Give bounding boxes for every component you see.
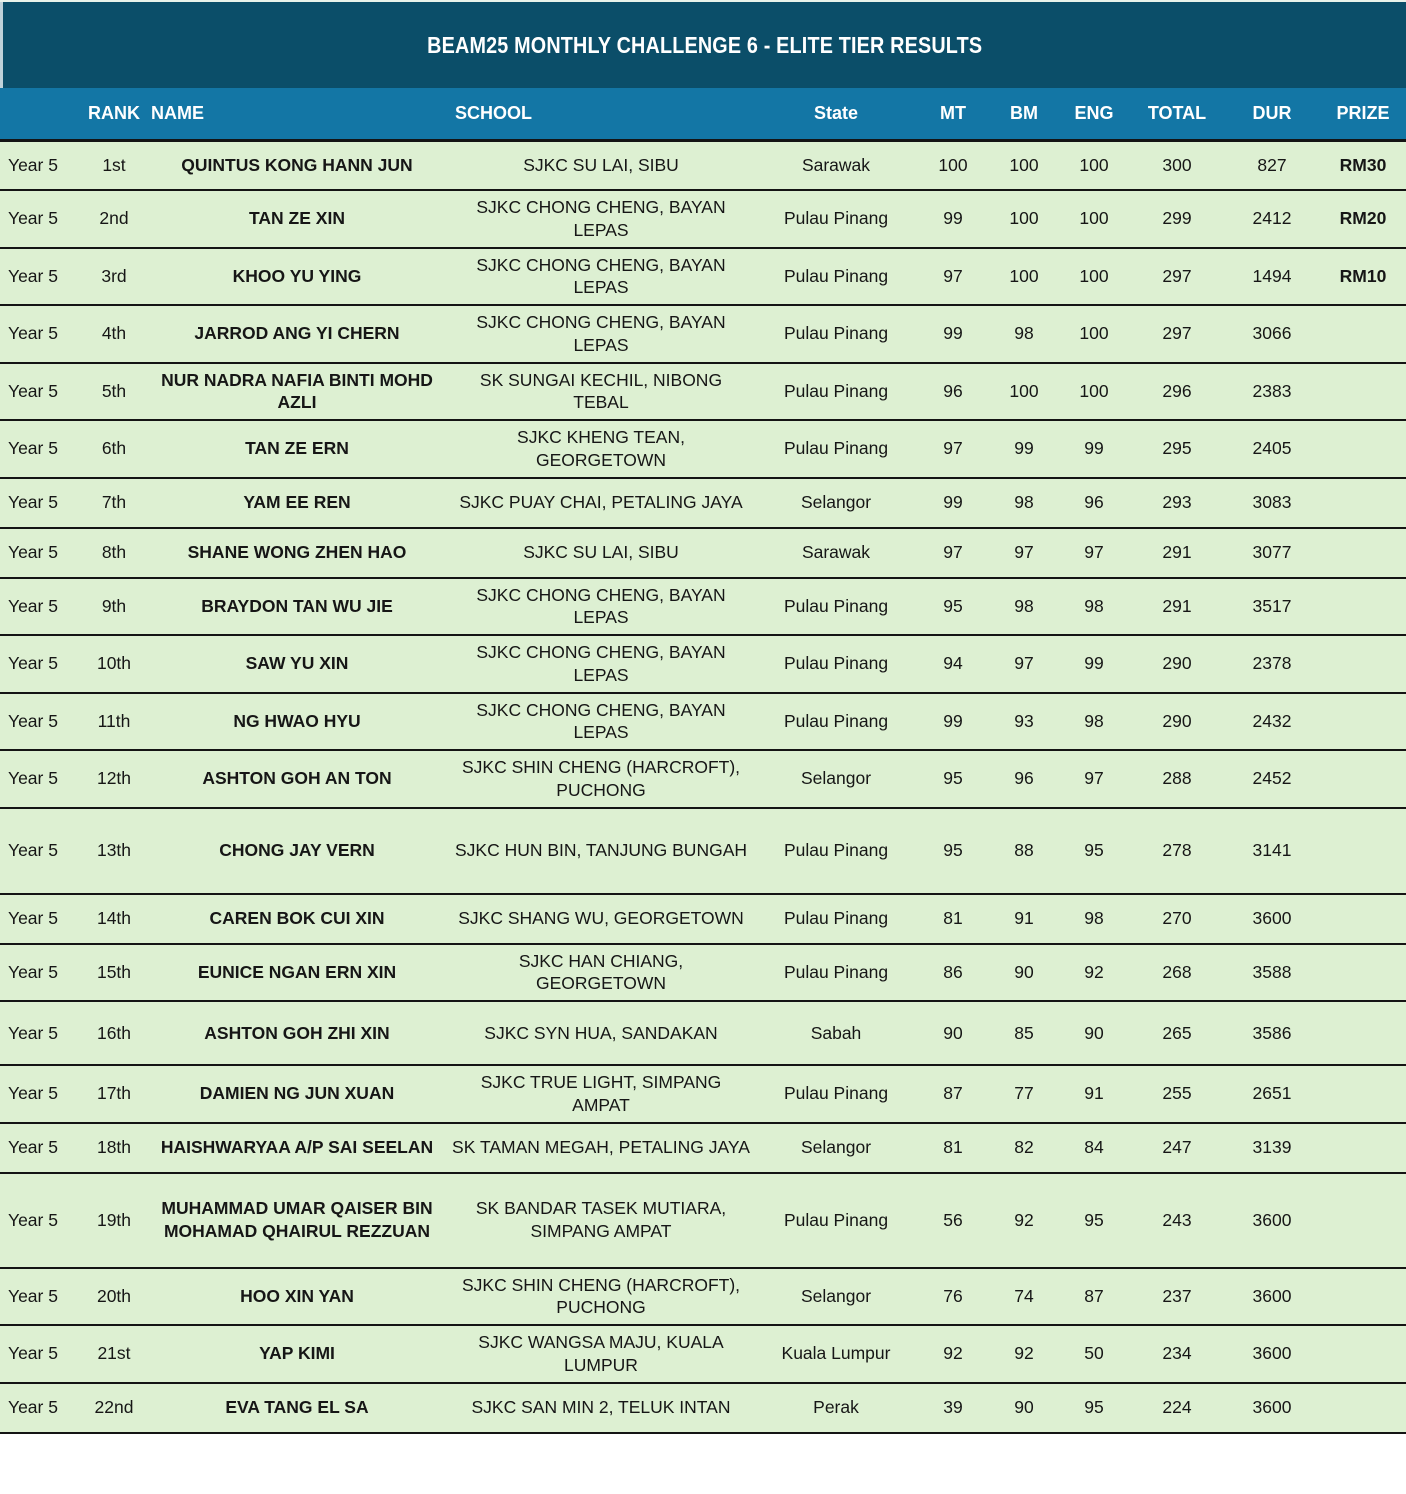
cell-prize: [1320, 944, 1406, 1002]
cell-total-score: 300: [1130, 140, 1224, 190]
cell-mt-score: 99: [916, 478, 990, 528]
cell-school: SJKC SHIN CHENG (HARCROFT), PUCHONG: [446, 750, 756, 808]
cell-year-group: Year 5: [0, 1268, 80, 1326]
table-row: [0, 750, 1406, 808]
cell-state: Pulau Pinang: [756, 248, 916, 306]
header-year: [0, 88, 80, 140]
cell-eng-score: 100: [1058, 140, 1130, 190]
table-row: [0, 808, 1406, 894]
cell-name: CHONG JAY VERN: [148, 808, 446, 894]
header-rank: RANK: [80, 88, 148, 140]
cell-state: Sabah: [756, 1001, 916, 1065]
header-row: [0, 88, 1406, 140]
cell-prize: [1320, 1325, 1406, 1383]
cell-state: Pulau Pinang: [756, 578, 916, 636]
cell-eng-score: 100: [1058, 363, 1130, 421]
cell-year-group: Year 5: [0, 1173, 80, 1268]
cell-name: EVA TANG EL SA: [148, 1383, 446, 1433]
header-name: NAME: [148, 88, 446, 140]
cell-year-group: Year 5: [0, 944, 80, 1002]
cell-bm-score: 97: [990, 528, 1058, 578]
cell-total-score: 297: [1130, 248, 1224, 306]
results-body: [0, 140, 1406, 1433]
cell-total-score: 255: [1130, 1065, 1224, 1123]
table-row: [0, 944, 1406, 1002]
cell-state: Pulau Pinang: [756, 635, 916, 693]
cell-rank: 16th: [80, 1001, 148, 1065]
cell-school: SJKC CHONG CHENG, BAYAN LEPAS: [446, 693, 756, 751]
cell-mt-score: 97: [916, 420, 990, 478]
cell-name: ASHTON GOH ZHI XIN: [148, 1001, 446, 1065]
cell-name: TAN ZE XIN: [148, 190, 446, 248]
cell-year-group: Year 5: [0, 528, 80, 578]
table-row: [0, 363, 1406, 421]
table-row: [0, 1123, 1406, 1173]
cell-prize: RM30: [1320, 140, 1406, 190]
cell-school: SJKC SU LAI, SIBU: [446, 528, 756, 578]
cell-rank: 19th: [80, 1173, 148, 1268]
cell-mt-score: 94: [916, 635, 990, 693]
cell-eng-score: 50: [1058, 1325, 1130, 1383]
cell-name: HAISHWARYAA A/P SAI SEELAN: [148, 1123, 446, 1173]
cell-duration: 2383: [1224, 363, 1320, 421]
cell-prize: [1320, 1268, 1406, 1326]
cell-year-group: Year 5: [0, 1325, 80, 1383]
cell-bm-score: 100: [990, 248, 1058, 306]
cell-school: SJKC SAN MIN 2, TELUK INTAN: [446, 1383, 756, 1433]
cell-mt-score: 99: [916, 305, 990, 363]
cell-duration: 3600: [1224, 1325, 1320, 1383]
cell-school: SJKC SU LAI, SIBU: [446, 140, 756, 190]
cell-eng-score: 95: [1058, 808, 1130, 894]
cell-year-group: Year 5: [0, 1001, 80, 1065]
cell-bm-score: 96: [990, 750, 1058, 808]
cell-state: Pulau Pinang: [756, 190, 916, 248]
cell-total-score: 270: [1130, 894, 1224, 944]
cell-bm-score: 98: [990, 305, 1058, 363]
table-row: [0, 528, 1406, 578]
cell-rank: 22nd: [80, 1383, 148, 1433]
cell-duration: 3586: [1224, 1001, 1320, 1065]
cell-prize: [1320, 808, 1406, 894]
cell-bm-score: 77: [990, 1065, 1058, 1123]
cell-eng-score: 95: [1058, 1383, 1130, 1433]
cell-year-group: Year 5: [0, 1065, 80, 1123]
cell-total-score: 247: [1130, 1123, 1224, 1173]
cell-bm-score: 92: [990, 1173, 1058, 1268]
cell-rank: 1st: [80, 140, 148, 190]
cell-bm-score: 99: [990, 420, 1058, 478]
cell-mt-score: 95: [916, 808, 990, 894]
cell-rank: 14th: [80, 894, 148, 944]
cell-state: Selangor: [756, 1268, 916, 1326]
table-row: [0, 305, 1406, 363]
cell-school: SJKC CHONG CHENG, BAYAN LEPAS: [446, 635, 756, 693]
cell-bm-score: 98: [990, 478, 1058, 528]
cell-mt-score: 56: [916, 1173, 990, 1268]
cell-total-score: 288: [1130, 750, 1224, 808]
cell-rank: 10th: [80, 635, 148, 693]
cell-duration: 3600: [1224, 1173, 1320, 1268]
table-row: [0, 578, 1406, 636]
cell-total-score: 224: [1130, 1383, 1224, 1433]
cell-school: SJKC SHIN CHENG (HARCROFT), PUCHONG: [446, 1268, 756, 1326]
cell-mt-score: 76: [916, 1268, 990, 1326]
cell-rank: 21st: [80, 1325, 148, 1383]
title-band: [0, 2, 1406, 88]
cell-duration: 3066: [1224, 305, 1320, 363]
cell-state: Kuala Lumpur: [756, 1325, 916, 1383]
cell-state: Pulau Pinang: [756, 1173, 916, 1268]
header-bm: BM: [990, 88, 1058, 140]
cell-mt-score: 99: [916, 190, 990, 248]
cell-bm-score: 100: [990, 363, 1058, 421]
cell-mt-score: 96: [916, 363, 990, 421]
cell-duration: 3600: [1224, 1383, 1320, 1433]
cell-duration: 3077: [1224, 528, 1320, 578]
cell-bm-score: 97: [990, 635, 1058, 693]
cell-rank: 12th: [80, 750, 148, 808]
cell-mt-score: 95: [916, 578, 990, 636]
cell-school: SJKC CHONG CHENG, BAYAN LEPAS: [446, 248, 756, 306]
cell-prize: [1320, 578, 1406, 636]
cell-total-score: 295: [1130, 420, 1224, 478]
cell-prize: [1320, 894, 1406, 944]
cell-eng-score: 99: [1058, 420, 1130, 478]
cell-prize: [1320, 528, 1406, 578]
cell-prize: [1320, 363, 1406, 421]
cell-name: KHOO YU YING: [148, 248, 446, 306]
cell-total-score: 293: [1130, 478, 1224, 528]
cell-duration: 2378: [1224, 635, 1320, 693]
cell-state: Pulau Pinang: [756, 420, 916, 478]
table-row: [0, 248, 1406, 306]
cell-rank: 18th: [80, 1123, 148, 1173]
cell-year-group: Year 5: [0, 190, 80, 248]
cell-duration: 2432: [1224, 693, 1320, 751]
cell-mt-score: 81: [916, 894, 990, 944]
cell-duration: 3139: [1224, 1123, 1320, 1173]
cell-name: YAP KIMI: [148, 1325, 446, 1383]
cell-state: Pulau Pinang: [756, 305, 916, 363]
cell-bm-score: 90: [990, 1383, 1058, 1433]
cell-year-group: Year 5: [0, 420, 80, 478]
cell-prize: RM20: [1320, 190, 1406, 248]
cell-prize: [1320, 305, 1406, 363]
results-table: [0, 88, 1406, 1434]
cell-rank: 5th: [80, 363, 148, 421]
cell-mt-score: 92: [916, 1325, 990, 1383]
table-row: [0, 1383, 1406, 1433]
page-title: BEAM25 MONTHLY CHALLENGE 6 - ELITE TIER RESULTS: [426, 31, 983, 58]
cell-prize: [1320, 693, 1406, 751]
header-state: State: [756, 88, 916, 140]
cell-total-score: 243: [1130, 1173, 1224, 1268]
cell-duration: 2452: [1224, 750, 1320, 808]
cell-state: Pulau Pinang: [756, 693, 916, 751]
cell-rank: 4th: [80, 305, 148, 363]
header-mt: MT: [916, 88, 990, 140]
cell-duration: 2405: [1224, 420, 1320, 478]
cell-year-group: Year 5: [0, 894, 80, 944]
cell-prize: [1320, 420, 1406, 478]
cell-bm-score: 88: [990, 808, 1058, 894]
cell-prize: [1320, 1001, 1406, 1065]
cell-school: SJKC CHONG CHENG, BAYAN LEPAS: [446, 578, 756, 636]
cell-eng-score: 100: [1058, 305, 1130, 363]
cell-eng-score: 90: [1058, 1001, 1130, 1065]
cell-total-score: 297: [1130, 305, 1224, 363]
table-row: [0, 1001, 1406, 1065]
cell-school: SJKC WANGSA MAJU, KUALA LUMPUR: [446, 1325, 756, 1383]
cell-bm-score: 93: [990, 693, 1058, 751]
cell-state: Pulau Pinang: [756, 944, 916, 1002]
cell-state: Pulau Pinang: [756, 1065, 916, 1123]
cell-rank: 7th: [80, 478, 148, 528]
cell-mt-score: 97: [916, 528, 990, 578]
cell-school: SJKC TRUE LIGHT, SIMPANG AMPAT: [446, 1065, 756, 1123]
cell-bm-score: 90: [990, 944, 1058, 1002]
cell-state: Pulau Pinang: [756, 894, 916, 944]
cell-eng-score: 98: [1058, 693, 1130, 751]
cell-total-score: 237: [1130, 1268, 1224, 1326]
cell-mt-score: 39: [916, 1383, 990, 1433]
cell-name: NG HWAO HYU: [148, 693, 446, 751]
header-eng: ENG: [1058, 88, 1130, 140]
cell-rank: 8th: [80, 528, 148, 578]
cell-name: MUHAMMAD UMAR QAISER BIN MOHAMAD QHAIRUL REZZUAN: [148, 1173, 446, 1268]
cell-rank: 13th: [80, 808, 148, 894]
cell-name: CAREN BOK CUI XIN: [148, 894, 446, 944]
cell-name: JARROD ANG YI CHERN: [148, 305, 446, 363]
cell-eng-score: 100: [1058, 190, 1130, 248]
table-row: [0, 190, 1406, 248]
cell-mt-score: 100: [916, 140, 990, 190]
cell-year-group: Year 5: [0, 808, 80, 894]
table-row: [0, 693, 1406, 751]
cell-mt-score: 95: [916, 750, 990, 808]
cell-school: SJKC HUN BIN, TANJUNG BUNGAH: [446, 808, 756, 894]
cell-prize: [1320, 750, 1406, 808]
cell-total-score: 296: [1130, 363, 1224, 421]
cell-prize: [1320, 1383, 1406, 1433]
cell-total-score: 291: [1130, 528, 1224, 578]
cell-mt-score: 81: [916, 1123, 990, 1173]
cell-school: SK SUNGAI KECHIL, NIBONG TEBAL: [446, 363, 756, 421]
cell-name: YAM EE REN: [148, 478, 446, 528]
table-row: [0, 1268, 1406, 1326]
cell-prize: [1320, 1173, 1406, 1268]
cell-duration: 3083: [1224, 478, 1320, 528]
cell-rank: 2nd: [80, 190, 148, 248]
cell-name: TAN ZE ERN: [148, 420, 446, 478]
cell-eng-score: 96: [1058, 478, 1130, 528]
cell-duration: 3600: [1224, 1268, 1320, 1326]
cell-school: SJKC CHONG CHENG, BAYAN LEPAS: [446, 190, 756, 248]
cell-rank: 15th: [80, 944, 148, 1002]
cell-bm-score: 100: [990, 190, 1058, 248]
cell-state: Selangor: [756, 750, 916, 808]
cell-state: Pulau Pinang: [756, 363, 916, 421]
header-dur: DUR: [1224, 88, 1320, 140]
cell-eng-score: 97: [1058, 528, 1130, 578]
cell-bm-score: 91: [990, 894, 1058, 944]
table-row: [0, 420, 1406, 478]
table-row: [0, 1325, 1406, 1383]
table-row: [0, 478, 1406, 528]
cell-bm-score: 82: [990, 1123, 1058, 1173]
cell-school: SJKC CHONG CHENG, BAYAN LEPAS: [446, 305, 756, 363]
cell-duration: 827: [1224, 140, 1320, 190]
cell-state: Pulau Pinang: [756, 808, 916, 894]
cell-eng-score: 84: [1058, 1123, 1130, 1173]
cell-name: SAW YU XIN: [148, 635, 446, 693]
cell-prize: [1320, 1065, 1406, 1123]
cell-eng-score: 98: [1058, 894, 1130, 944]
cell-school: SJKC SYN HUA, SANDAKAN: [446, 1001, 756, 1065]
header-prize: PRIZE: [1320, 88, 1406, 140]
cell-year-group: Year 5: [0, 305, 80, 363]
cell-name: QUINTUS KONG HANN JUN: [148, 140, 446, 190]
cell-school: SJKC PUAY CHAI, PETALING JAYA: [446, 478, 756, 528]
cell-name: ASHTON GOH AN TON: [148, 750, 446, 808]
cell-duration: 1494: [1224, 248, 1320, 306]
cell-school: SJKC KHENG TEAN, GEORGETOWN: [446, 420, 756, 478]
cell-duration: 3588: [1224, 944, 1320, 1002]
cell-state: Selangor: [756, 478, 916, 528]
cell-year-group: Year 5: [0, 363, 80, 421]
cell-eng-score: 98: [1058, 578, 1130, 636]
table-row: [0, 140, 1406, 190]
cell-total-score: 278: [1130, 808, 1224, 894]
cell-total-score: 234: [1130, 1325, 1224, 1383]
cell-school: SJKC SHANG WU, GEORGETOWN: [446, 894, 756, 944]
cell-school: SJKC HAN CHIANG, GEORGETOWN: [446, 944, 756, 1002]
cell-name: HOO XIN YAN: [148, 1268, 446, 1326]
cell-duration: 2651: [1224, 1065, 1320, 1123]
cell-bm-score: 100: [990, 140, 1058, 190]
cell-total-score: 299: [1130, 190, 1224, 248]
cell-total-score: 290: [1130, 693, 1224, 751]
cell-eng-score: 100: [1058, 248, 1130, 306]
cell-year-group: Year 5: [0, 693, 80, 751]
cell-state: Sarawak: [756, 528, 916, 578]
cell-name: BRAYDON TAN WU JIE: [148, 578, 446, 636]
cell-year-group: Year 5: [0, 478, 80, 528]
cell-rank: 11th: [80, 693, 148, 751]
table-row: [0, 635, 1406, 693]
cell-duration: 2412: [1224, 190, 1320, 248]
cell-mt-score: 90: [916, 1001, 990, 1065]
cell-duration: 3600: [1224, 894, 1320, 944]
cell-mt-score: 99: [916, 693, 990, 751]
cell-total-score: 265: [1130, 1001, 1224, 1065]
cell-name: SHANE WONG ZHEN HAO: [148, 528, 446, 578]
cell-mt-score: 86: [916, 944, 990, 1002]
cell-rank: 9th: [80, 578, 148, 636]
cell-prize: [1320, 478, 1406, 528]
cell-name: DAMIEN NG JUN XUAN: [148, 1065, 446, 1123]
cell-year-group: Year 5: [0, 1383, 80, 1433]
cell-year-group: Year 5: [0, 578, 80, 636]
cell-name: NUR NADRA NAFIA BINTI MOHD AZLI: [148, 363, 446, 421]
cell-eng-score: 99: [1058, 635, 1130, 693]
cell-state: Sarawak: [756, 140, 916, 190]
cell-bm-score: 92: [990, 1325, 1058, 1383]
cell-year-group: Year 5: [0, 248, 80, 306]
table-row: [0, 1065, 1406, 1123]
cell-rank: 6th: [80, 420, 148, 478]
cell-state: Perak: [756, 1383, 916, 1433]
cell-name: EUNICE NGAN ERN XIN: [148, 944, 446, 1002]
cell-total-score: 268: [1130, 944, 1224, 1002]
cell-mt-score: 87: [916, 1065, 990, 1123]
cell-eng-score: 97: [1058, 750, 1130, 808]
cell-bm-score: 74: [990, 1268, 1058, 1326]
cell-total-score: 291: [1130, 578, 1224, 636]
cell-year-group: Year 5: [0, 140, 80, 190]
cell-prize: [1320, 635, 1406, 693]
cell-bm-score: 85: [990, 1001, 1058, 1065]
cell-eng-score: 87: [1058, 1268, 1130, 1326]
cell-rank: 3rd: [80, 248, 148, 306]
table-row: [0, 1173, 1406, 1268]
cell-eng-score: 92: [1058, 944, 1130, 1002]
cell-state: Selangor: [756, 1123, 916, 1173]
cell-eng-score: 91: [1058, 1065, 1130, 1123]
cell-duration: 3517: [1224, 578, 1320, 636]
cell-rank: 17th: [80, 1065, 148, 1123]
cell-prize: [1320, 1123, 1406, 1173]
cell-year-group: Year 5: [0, 750, 80, 808]
cell-year-group: Year 5: [0, 635, 80, 693]
cell-eng-score: 95: [1058, 1173, 1130, 1268]
cell-total-score: 290: [1130, 635, 1224, 693]
cell-year-group: Year 5: [0, 1123, 80, 1173]
header-school: SCHOOL: [446, 88, 756, 140]
cell-prize: RM10: [1320, 248, 1406, 306]
cell-duration: 3141: [1224, 808, 1320, 894]
cell-rank: 20th: [80, 1268, 148, 1326]
cell-school: SK BANDAR TASEK MUTIARA, SIMPANG AMPAT: [446, 1173, 756, 1268]
table-row: [0, 894, 1406, 944]
cell-bm-score: 98: [990, 578, 1058, 636]
header-total: TOTAL: [1130, 88, 1224, 140]
cell-school: SK TAMAN MEGAH, PETALING JAYA: [446, 1123, 756, 1173]
cell-mt-score: 97: [916, 248, 990, 306]
